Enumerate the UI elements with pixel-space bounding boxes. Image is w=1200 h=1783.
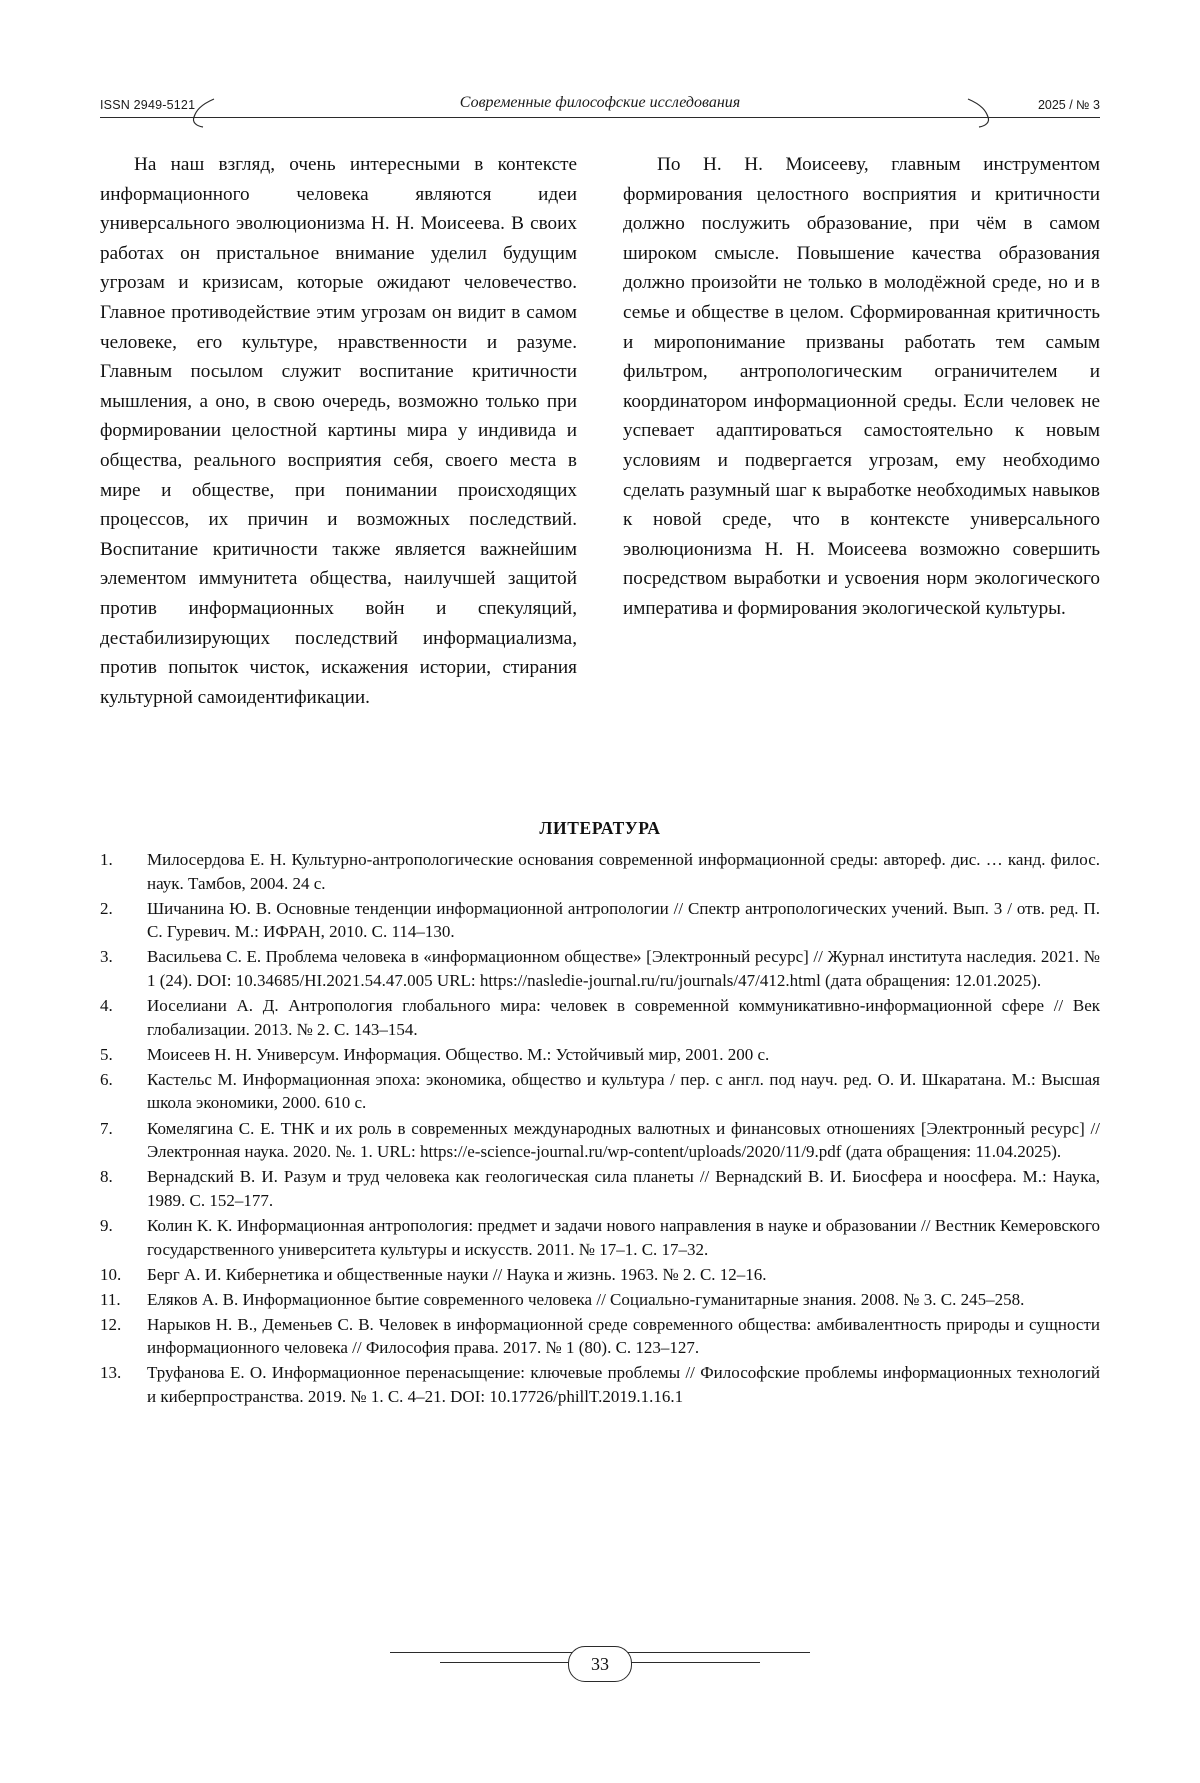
reference-item [100,1288,1100,1312]
reference-text: Комелягина С. Е. ТНК и их роль в современных международных валютных и финансовых отношениях [Электронный ресурс] // Электронная наука. 2020. №. 1. URL: https://e-science-journal.ru/wp-content/uploads/2020/11/9.pdf (дата обращения: 11.04.2025). [147,1118,1100,1162]
reference-text: Васильева С. Е. Проблема человека в «информационном обществе» [Электронный ресурс] // Журнал института наследия. 2021. № 1 (24). DOI: 10.34685/HI.2021.54.47.005 URL: https://nasledie-journal.ru/ru/journals/47/412.html (дата обращения: 12.01.2025). [147,947,1100,990]
reference-item [100,1313,1100,1360]
reference-item [100,1361,1100,1408]
reference-text: Еляков А. В. Информационное бытие современного человека // Социально-гуманитарные знания. 2008. № 3. С. 245–258. [147,1289,1025,1309]
reference-number: 8. [100,1167,113,1187]
reference-text: Труфанова Е. О. Информационное перенасыщение: ключевые проблемы // Философские проблемы информационных технологий и киберпространства. 2019. № 1. С. 4–21. DOI: 10.17726/phillT.2019.1.16.1 [147,1363,1100,1407]
reference-text: Кастельс М. Информационная эпоха: экономика, общество и культура / пер. с англ. под науч. ред. О. И. Шкаратана. М.: Высшая школа экономики, 2000. 610 с. [147,1069,1100,1113]
reference-item [100,1263,1100,1287]
reference-item [100,945,1100,992]
paragraph-right: По Н. Н. Моисееву, главным инструментом формирования целостного восприятия и критичности должно послужить образование, при чём в самом широком смысле. Повышение качества образования должно произойти не только в молодёжной среде, но и в семье и обществе в целом. Сформированная критичность и миропонимание призваны работать тем самым фильтром, антропологическим ограничителем и координатором информационной среды. Если человек не успевает адаптироваться самостоятельно к новым условиям и подвергается угрозам, ему необходимо сделать разумный шаг к выработке необходимых навыков к новой среде, что в контексте универсального эволюционизма Н. Н. Моисеева возможно совершить посредством выработки и усвоения норм экологического императива и формирования экологической культуры. [623,154,1100,619]
reference-number: 4. [100,996,113,1016]
reference-item [100,897,1100,944]
reference-number: 11. [100,1289,121,1309]
swash-left-icon [190,98,216,128]
column-right [623,150,1100,624]
running-head [100,92,1100,126]
reference-text: Колин К. К. Информационная антропология: предмет и задачи нового направления в науке и образовании // Вестник Кемеровского государственного университета культуры и искусств. 2011. № 17–1. С. 17–32. [147,1215,1100,1259]
reference-text: Моисеев Н. Н. Универсум. Информация. Общество. М.: Устойчивый мир, 2001. 200 с. [147,1044,770,1064]
reference-number: 6. [100,1069,113,1089]
reference-number: 1. [100,850,113,869]
reference-text: Милосердова Е. Н. Культурно-антропологические основания современной информационной среды: автореф. дис. … канд. филос. наук. Тамбов, 2004. 24 с. [147,850,1100,893]
reference-item [100,1214,1100,1261]
journal-title-text: Современные философские исследования [448,94,752,111]
page-number: 33 [568,1646,632,1682]
page-footer [0,1636,1200,1726]
reference-number: 3. [100,947,113,967]
header-rule [100,117,1100,118]
references-list [100,848,1100,1410]
reference-item [100,848,1100,895]
reference-item [100,1043,1100,1067]
reference-number: 7. [100,1118,113,1138]
swash-right-icon [966,98,992,128]
issue-label: 2025 / № 3 [1028,98,1100,112]
journal-title [100,94,1100,112]
reference-text: Шичанина Ю. В. Основные тенденции информационной антропологии // Спектр антропологических учений. Вып. 3 / отв. ред. П. С. Гуревич. М.: ИФРАН, 2010. С. 114–130. [147,898,1100,942]
reference-item [100,1165,1100,1212]
reference-item [100,1117,1100,1164]
reference-text: Вернадский В. И. Разум и труд человека как геологическая сила планеты // Вернадский В. И. Биосфера и ноосфера. М.: Наука, 1989. С. 152–177. [147,1167,1100,1210]
reference-text: Берг А. И. Кибернетика и общественные науки // Наука и жизнь. 1963. № 2. С. 12–16. [147,1264,767,1284]
reference-number: 2. [100,898,113,918]
paragraph-left: На наш взгляд, очень интересными в контексте информационного человека являются идеи универсального эволюционизма Н. Н. Моисеева. В своих работах он пристальное внимание уделил будущим угрозам и кризисам, которые ожидают человечество. Главное противодействие этим угрозам он видит в самом человеке, его культуре, нравственности и разуме. Главным посылом служит воспитание критичности мышления, а оно, в свою очередь, возможно только при формировании целостной картины мира у индивида и общества, реального восприятия себя, своего места в мире и обществе, при понимании происходящих процессов, их причин и возможных последствий. Воспитание критичности также является важнейшим элементом иммунитета общества, наилучшей защитой против информационных войн и спекуляций, дестабилизирующих последствий информациализма, против попыток чисток, искажения истории, стирания культурной самоидентификации. [100,154,577,708]
reference-text: Иоселиани А. Д. Антропология глобального мира: человек в современной коммуникативно-информационной сфере // Век глобализации. 2013. № 2. С. 143–154. [147,996,1100,1039]
reference-number: 10. [100,1264,122,1284]
reference-number: 12. [100,1314,122,1334]
reference-item [100,1068,1100,1115]
reference-number: 5. [100,1044,113,1064]
reference-number: 13. [100,1363,122,1383]
column-left [100,150,577,712]
reference-item [100,994,1100,1041]
references-heading: ЛИТЕРАТУРА [539,818,661,838]
reference-number: 9. [100,1215,113,1235]
reference-text: Нарыков Н. В., Деменьев С. В. Человек в информационной среде современного общества: амбивалентность природы и сущности информационного человека // Философия права. 2017. № 1 (80). С. 123–127. [147,1314,1100,1358]
issn-label: ISSN 2949-5121 [100,98,205,112]
